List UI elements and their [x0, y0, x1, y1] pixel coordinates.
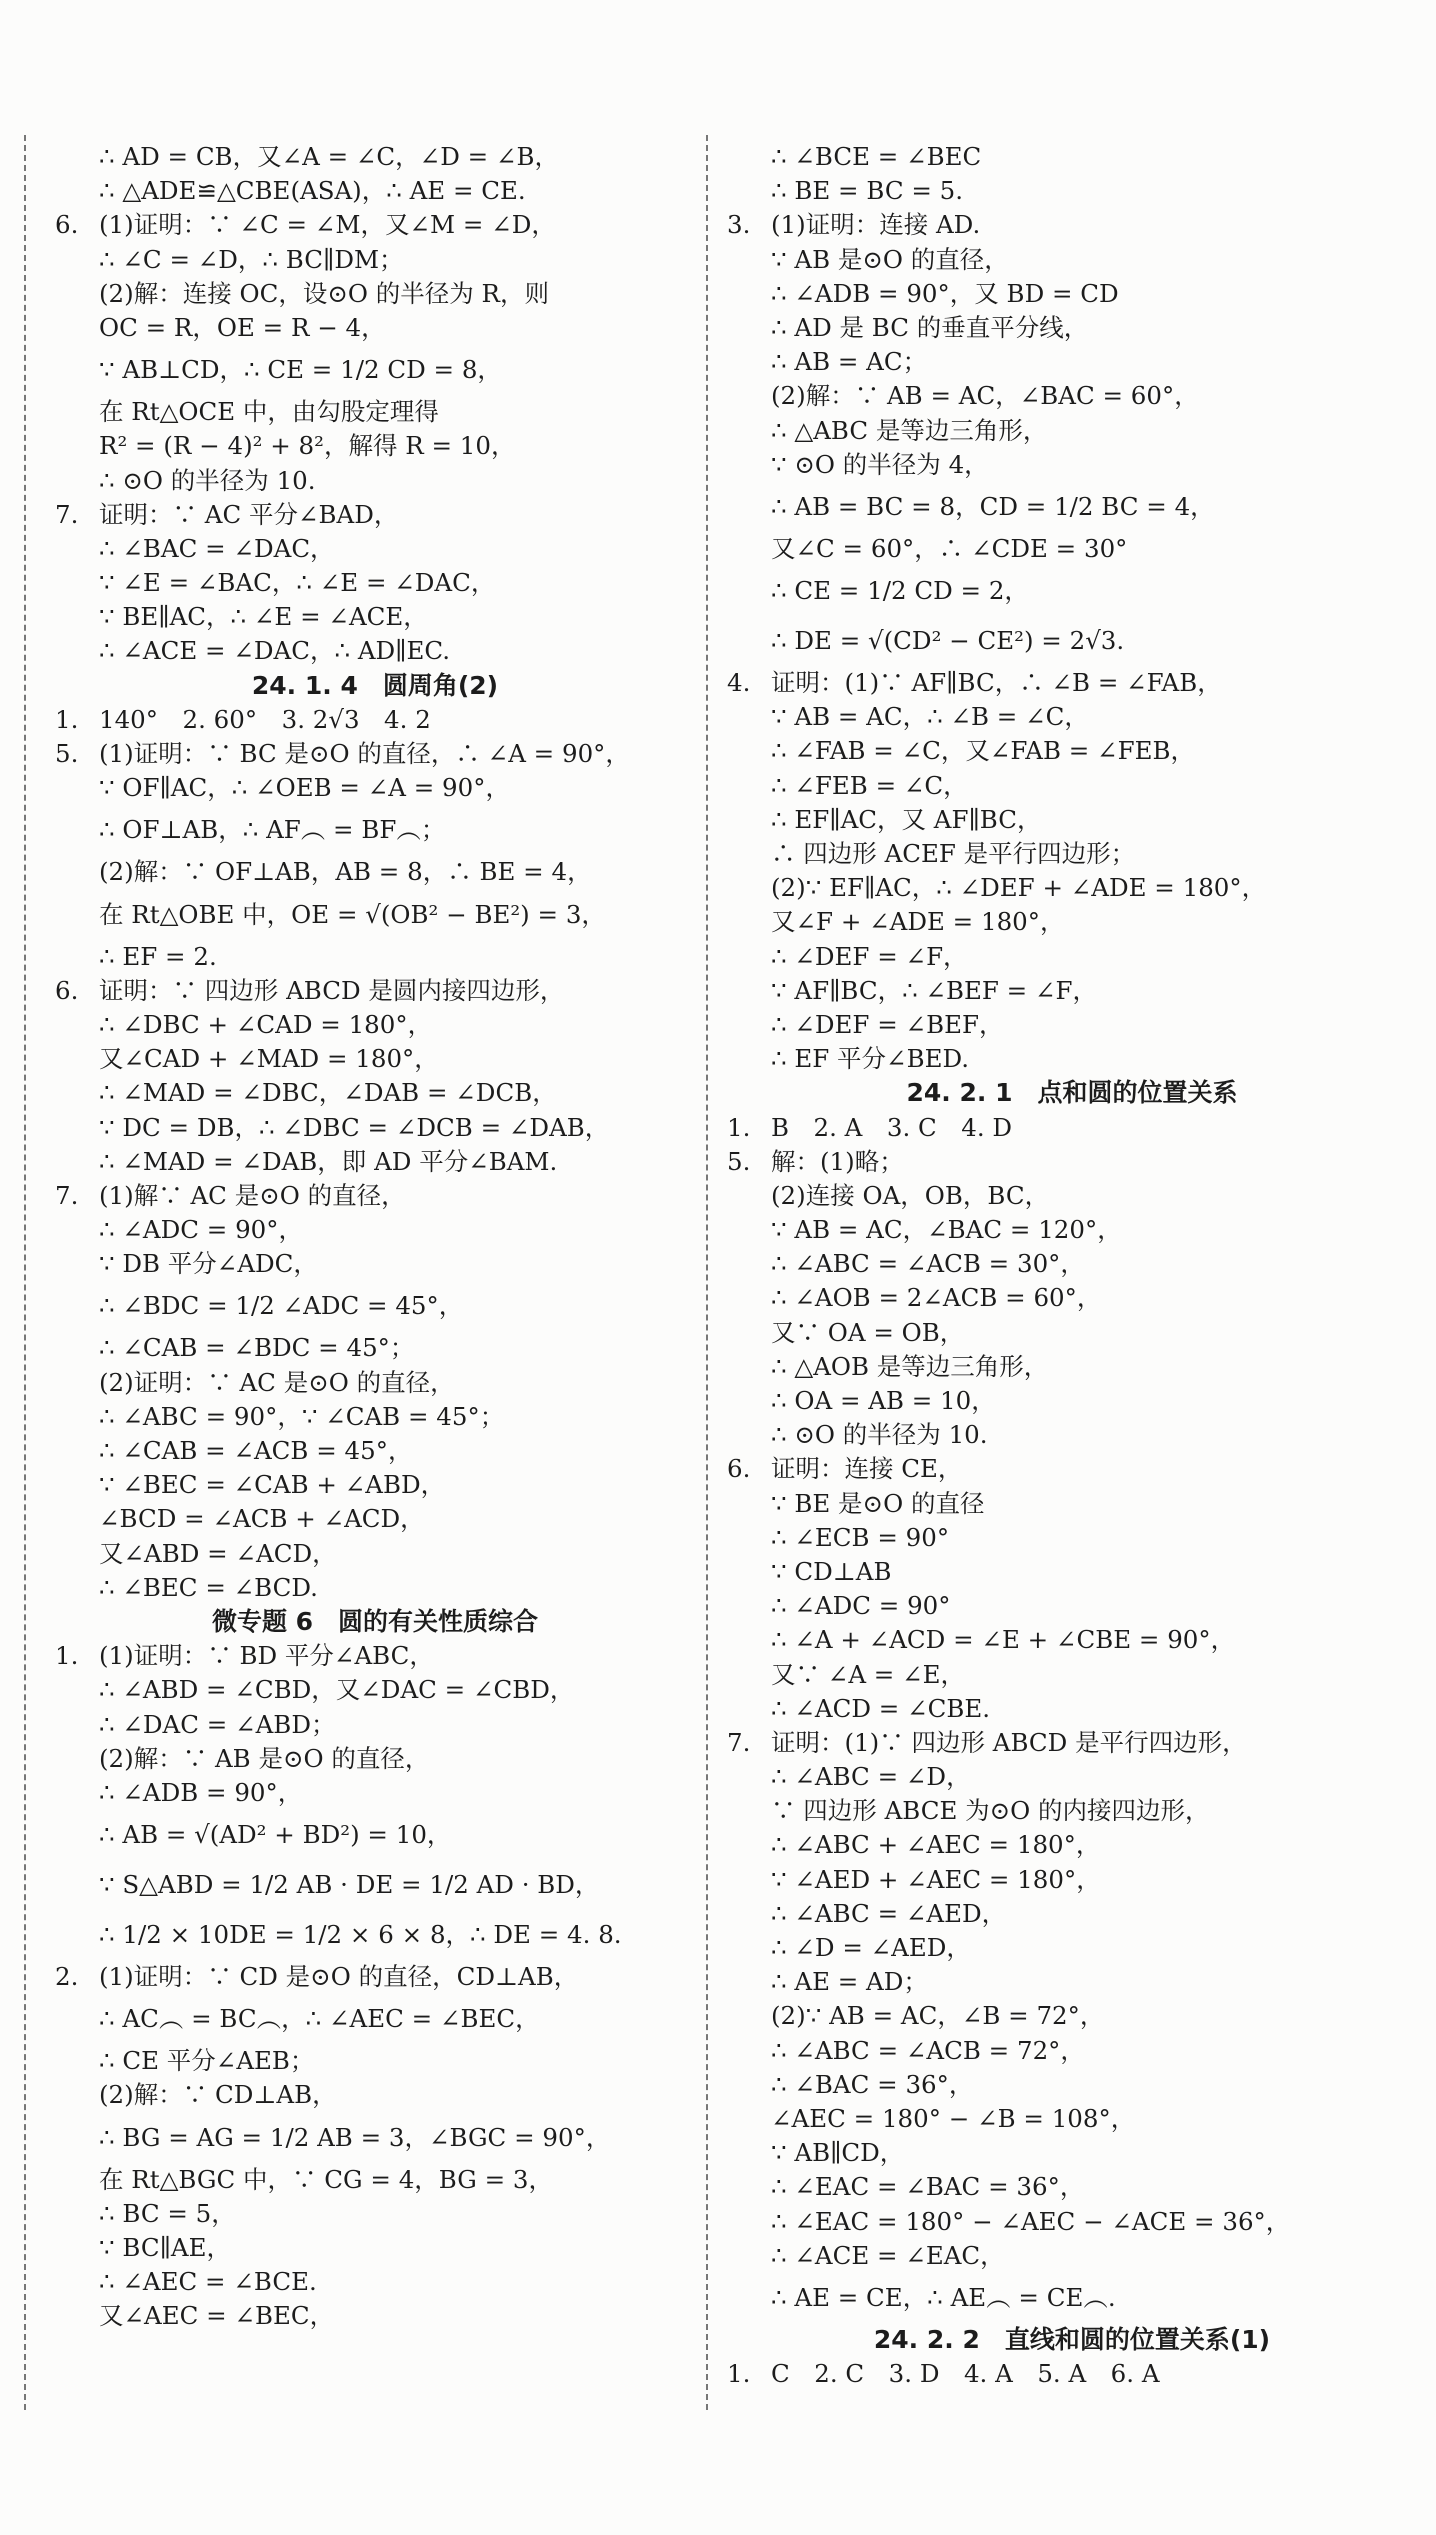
answer-text: 在 Rt△BGC 中，∵ CG = 4，BG = 3， — [99, 2164, 554, 2194]
answer-text: ∴ ∠ABC = ∠AED， — [771, 1898, 1007, 1928]
answer-text: ∴ EF 平分∠BED. — [771, 1044, 970, 1074]
answer-line — [55, 974, 695, 1008]
answer-line — [55, 566, 695, 600]
answer-text: 又∠C = 60°，∴ ∠CDE = 30° — [771, 533, 1128, 563]
answer-text: (2)解：∵ OF⊥AB，AB = 8，∴ BE = 4， — [99, 857, 592, 887]
answer-line — [55, 890, 695, 940]
answer-text: OC = R，OE = R − 4， — [99, 312, 386, 342]
answer-text: ∵ ∠BEC = ∠CAB + ∠ABD， — [99, 1470, 446, 1500]
answer-line — [727, 1760, 1417, 1794]
answer-text: (2)∵ AB = AC，∠B = 72°， — [771, 2001, 1105, 2031]
question-number: 3. — [727, 210, 751, 240]
answer-line — [55, 311, 695, 345]
answer-text: (2)解：∵ CD⊥AB， — [99, 2080, 337, 2110]
answer-line — [55, 2078, 695, 2112]
answer-line — [727, 277, 1417, 311]
answer-line — [55, 1708, 695, 1742]
answer-line — [55, 2299, 695, 2333]
answer-line — [55, 1042, 695, 1076]
answer-text: B 2. A 3. C 4. D — [771, 1112, 1013, 1142]
answer-text: 在 Rt△OCE 中，由勾股定理得 — [99, 397, 439, 427]
answer-line — [727, 243, 1417, 277]
answer-text: ∴ DE = √(CD² − CE²) = 2√3. — [771, 626, 1125, 656]
answer-text: ∴ EF = 2. — [99, 941, 217, 971]
answer-line — [727, 1794, 1417, 1828]
answer-text: ∴ ∠BAC = 36°， — [771, 2069, 974, 2099]
answer-line — [55, 345, 695, 395]
answer-line — [727, 379, 1417, 413]
answer-text: ∴ ∠ABC + ∠AEC = 180°， — [771, 1830, 1101, 1860]
question-number: 1. — [727, 2359, 751, 2389]
answer-text: ∴ AE = CE，∴ AE︵ = CE︵. — [771, 2282, 1116, 2312]
answer-text: (2)证明：∵ AC 是⊙O 的直径， — [99, 1367, 455, 1397]
answer-line — [55, 1994, 695, 2044]
answer-text: ∵ AB⊥CD，∴ CE = 1/2 CD = 8， — [99, 355, 502, 385]
answer-line — [727, 940, 1417, 974]
answer-text: ∴ EF∥AC，又 AF∥BC， — [771, 804, 1042, 834]
answer-line — [55, 855, 695, 889]
answer-line — [727, 2034, 1417, 2068]
answer-line — [55, 1366, 695, 1400]
answer-text: ∴ ∠MAD = ∠DAB，即 AD 平分∠BAM. — [99, 1146, 558, 1176]
answer-line — [727, 482, 1417, 532]
answer-text: 解：(1)略； — [771, 1146, 904, 1176]
answer-text: ∴ ∠EAC = ∠BAC = 36°， — [771, 2172, 1085, 2202]
answer-text: ∴ ∠CAB = ∠ACB = 45°， — [99, 1436, 413, 1465]
answer-text: 证明：连接 CE， — [771, 1454, 963, 1484]
question-number: 6. — [727, 1454, 751, 1484]
answer-text: (1)证明：∵ CD 是⊙O 的直径，CD⊥AB， — [99, 1962, 579, 1992]
answer-text: ∵ OF∥AC，∴ ∠OEB = ∠A = 90°， — [99, 773, 510, 803]
answer-text: ∴ AB = BC = 8，CD = 1/2 BC = 4， — [771, 491, 1215, 521]
answer-line — [727, 616, 1417, 666]
answer-line — [727, 140, 1417, 174]
answer-line — [727, 2239, 1417, 2273]
answer-text: ∴ ∠ABC = ∠ACB = 72°， — [771, 2035, 1085, 2065]
answer-line — [727, 2357, 1417, 2391]
answer-text: ∴ ∠BDC = 1/2 ∠ADC = 45°， — [99, 1291, 464, 1321]
answer-text: ∴ BG = AG = 1/2 AB = 3，∠BGC = 90°， — [99, 2122, 611, 2152]
answer-line — [55, 1776, 695, 1810]
answer-line — [727, 974, 1417, 1008]
answer-text: ∴ ∠ABC = ∠D， — [771, 1762, 971, 1792]
answer-line — [727, 1863, 1417, 1897]
answer-line — [727, 1247, 1417, 1281]
answer-line — [55, 1673, 695, 1707]
answer-line — [727, 1281, 1417, 1315]
answer-line — [55, 2163, 695, 2197]
answer-line — [727, 1008, 1417, 1042]
answer-text: 又∠ABD = ∠ACD， — [99, 1538, 337, 1568]
answer-line — [727, 1111, 1417, 1145]
question-number: 7. — [55, 1180, 79, 1210]
answer-text: ∴ CE 平分∠AEB； — [99, 2046, 315, 2076]
answer-text: ∴ ∠BAC = ∠DAC， — [99, 533, 335, 563]
answer-line — [727, 1384, 1417, 1418]
answer-text: ∴ △ADE≌△CBE(ASA)，∴ AE = CE. — [99, 176, 526, 206]
section-heading — [727, 1076, 1417, 1110]
answer-line — [727, 837, 1417, 871]
answer-line — [55, 703, 695, 737]
answer-text: ∵ DB 平分∠ADC， — [99, 1249, 318, 1279]
answer-line — [727, 1213, 1417, 1247]
answer-text: ∴ ∠ADC = 90°， — [99, 1215, 304, 1245]
answer-text: ∴ CE = 1/2 CD = 2， — [771, 576, 1029, 606]
answer-line — [55, 532, 695, 566]
answer-line — [727, 2068, 1417, 2102]
answer-line — [727, 2102, 1417, 2136]
answer-text: ∴ ∠EAC = 180° − ∠AEC − ∠ACE = 36°， — [771, 2206, 1291, 2236]
answer-line — [55, 1179, 695, 1213]
answer-text: ∴ ∠AOB = 2∠ACB = 60°， — [771, 1283, 1102, 1313]
answer-line — [727, 700, 1417, 734]
answer-line — [55, 243, 695, 277]
answer-line — [55, 940, 695, 974]
answer-line — [55, 1111, 695, 1145]
answer-line — [55, 1400, 695, 1434]
answer-text: ∴ AB = AC； — [771, 347, 928, 377]
answer-text: ∴ OF⊥AB，∴ AF︵ = BF︵； — [99, 815, 446, 845]
answer-line — [727, 1589, 1417, 1623]
question-number: 2. — [55, 1962, 79, 1992]
answer-text: ∴ OA = AB = 10， — [771, 1386, 996, 1415]
answer-line — [727, 1931, 1417, 1965]
answer-line — [55, 1213, 695, 1247]
answer-line — [727, 2273, 1417, 2323]
answer-text: ∴ ∠DBC + ∠CAD = 180°， — [99, 1009, 433, 1039]
answer-text: ∴ ∠FAB = ∠C，又∠FAB = ∠FEB， — [771, 736, 1195, 766]
answer-text: ∵ BE 是⊙O 的直径 — [771, 1488, 985, 1518]
answer-text: ∵ CD⊥AB — [771, 1556, 892, 1586]
column-divider-dashed-line — [706, 135, 708, 2410]
answer-text: ∴ ∠ABD = ∠CBD，又∠DAC = ∠CBD， — [99, 1675, 575, 1705]
answer-text: ∵ BE∥AC，∴ ∠E = ∠ACE， — [99, 602, 428, 632]
answer-line — [727, 1487, 1417, 1521]
answer-line — [727, 803, 1417, 837]
answer-text: ∴ ∠ACD = ∠CBE. — [771, 1693, 991, 1723]
right-column — [727, 140, 1417, 2391]
answer-text: ∴ ∠ABC = ∠ACB = 30°， — [771, 1249, 1085, 1279]
answer-text: ∴ ∠C = ∠D，∴ BC∥DM； — [99, 244, 404, 274]
answer-text: (2)解：∵ AB 是⊙O 的直径， — [99, 1743, 430, 1773]
answer-text: 又∠F + ∠ADE = 180°， — [771, 907, 1065, 937]
answer-text: 140° 2. 60° 3. 2√3 4. 2 — [99, 704, 431, 734]
answer-line — [727, 1145, 1417, 1179]
answer-text: 又∠AEC = ∠BEC， — [99, 2301, 335, 2331]
answer-text: ∴ ∠ADB = 90°， — [99, 1777, 303, 1807]
answer-line — [727, 1828, 1417, 1862]
answer-text: ∵ S△ABD = 1/2 AB · DE = 1/2 AD · BD， — [99, 1870, 600, 1900]
answer-text: ∴ ∠DAC = ∠ABD； — [99, 1709, 336, 1739]
answer-text: 又∵ ∠A = ∠E， — [771, 1659, 966, 1689]
answer-line — [55, 464, 695, 498]
question-number: 5. — [727, 1146, 751, 1176]
answer-text: 证明：(1)∵ AF∥BC，∴ ∠B = ∠FAB， — [771, 668, 1222, 698]
answer-line — [55, 1076, 695, 1110]
answer-text: ∵ AB = AC，∠BAC = 120°， — [771, 1215, 1122, 1245]
answer-line — [55, 634, 695, 668]
answer-line — [727, 1623, 1417, 1657]
answer-text: ∴ △ABC 是等边三角形， — [771, 415, 1048, 445]
answer-line — [727, 1316, 1417, 1350]
question-number: 7. — [55, 499, 79, 529]
answer-line — [727, 2205, 1417, 2239]
answer-text: ∵ 四边形 ABCE 为⊙O 的内接四边形， — [771, 1796, 1210, 1826]
answer-line — [55, 1639, 695, 1673]
section-heading — [55, 1605, 695, 1639]
answer-line — [727, 1999, 1417, 2033]
answer-line — [727, 666, 1417, 700]
answer-text: 证明：∵ 四边形 ABCD 是圆内接四边形， — [99, 975, 565, 1005]
answer-text: ∵ DC = DB，∴ ∠DBC = ∠DCB = ∠DAB， — [99, 1112, 610, 1142]
answer-line — [727, 2136, 1417, 2170]
answer-line — [727, 1692, 1417, 1726]
answer-text: ∴ AD 是 BC 的垂直平分线， — [771, 312, 1089, 342]
question-number: 6. — [55, 975, 79, 1005]
answer-text: ∴ AD = CB，又∠A = ∠C，∠D = ∠B， — [99, 142, 559, 171]
answer-line — [55, 395, 695, 429]
answer-text: ∴ △AOB 是等边三角形， — [771, 1351, 1049, 1381]
answer-text: ∴ BC = 5， — [99, 2198, 236, 2228]
answer-text: (1)证明：∵ ∠C = ∠M，又∠M = ∠D， — [99, 210, 556, 240]
answer-line — [727, 769, 1417, 803]
answer-line — [55, 2113, 695, 2163]
answer-line — [55, 2265, 695, 2299]
question-number: 1. — [55, 704, 79, 734]
answer-text: ∴ ∠D = ∠AED， — [771, 1933, 971, 1962]
answer-line — [55, 805, 695, 855]
answer-text: ∵ ∠AED + ∠AEC = 180°， — [771, 1864, 1101, 1894]
left-column — [55, 140, 695, 2334]
answer-line — [727, 311, 1417, 345]
answer-line — [727, 1350, 1417, 1384]
section-heading-text: 24. 1. 4 圆周角(2) — [251, 670, 499, 700]
answer-line — [55, 771, 695, 805]
answer-line — [727, 566, 1417, 616]
answer-line — [727, 1897, 1417, 1931]
answer-line — [55, 600, 695, 634]
section-heading-text: 微专题 6 圆的有关性质综合 — [211, 1606, 539, 1636]
answer-line — [727, 1418, 1417, 1452]
section-heading-text: 24. 2. 1 点和圆的位置关系 — [906, 1078, 1238, 1108]
left-margin-dashed-line — [24, 135, 26, 2410]
answer-text: ∵ ⊙O 的半径为 4， — [771, 449, 989, 479]
answer-text: (2)∵ EF∥AC，∴ ∠DEF + ∠ADE = 180°， — [771, 873, 1267, 903]
answer-line — [55, 1145, 695, 1179]
answer-text: ∴ ∠ADC = 90° — [771, 1591, 951, 1621]
answer-line — [727, 734, 1417, 768]
answer-text: (1)解∵ AC 是⊙O 的直径， — [99, 1180, 406, 1210]
answer-text: ∴ ∠ADB = 90°，又 BD = CD — [771, 278, 1119, 308]
answer-text: ∵ BC∥AE， — [99, 2233, 231, 2262]
answer-text: ∴ AE = AD； — [771, 1967, 928, 1997]
answer-line — [55, 1247, 695, 1281]
answer-line — [55, 174, 695, 208]
answer-text: C 2. C 3. D 4. A 5. A 6. A — [771, 2359, 1160, 2389]
answer-line — [727, 1658, 1417, 1692]
answer-text: ∴ ∠ACE = ∠EAC， — [771, 2240, 1005, 2270]
answer-text: ∴ ∠MAD = ∠DBC，∠DAB = ∠DCB， — [99, 1078, 557, 1108]
answer-line — [727, 532, 1417, 566]
answer-line — [727, 345, 1417, 379]
question-number: 5. — [55, 739, 79, 768]
answer-text: (1)证明：∵ BD 平分∠ABC， — [99, 1641, 434, 1671]
answer-text: ∴ ∠ABC = 90°，∵ ∠CAB = 45°； — [99, 1401, 505, 1431]
answer-text: R² = (R − 4)² + 8²，解得 R = 10， — [99, 431, 516, 461]
answer-text: 又∵ OA = OB， — [771, 1317, 965, 1347]
answer-line — [55, 498, 695, 532]
answer-text: ∴ 1/2 × 10DE = 1/2 × 6 × 8，∴ DE = 4. 8. — [99, 1920, 622, 1950]
answer-text: ∴ ∠ACE = ∠DAC，∴ AD∥EC. — [99, 636, 451, 666]
answer-text: ∠BCD = ∠ACB + ∠ACD， — [99, 1504, 425, 1534]
answer-text: ∴ BE = BC = 5. — [771, 176, 964, 206]
answer-text: ∴ 四边形 ACEF 是平行四边形； — [771, 839, 1136, 868]
answer-line — [55, 1008, 695, 1042]
answer-line — [727, 871, 1417, 905]
answer-text: ∴ ∠DEF = ∠F， — [771, 941, 968, 971]
answer-line — [727, 208, 1417, 242]
answer-line — [55, 1860, 695, 1910]
answer-line — [55, 208, 695, 242]
section-heading-text: 24. 2. 2 直线和圆的位置关系(1) — [873, 2324, 1271, 2354]
answer-text: (2)解：∵ AB = AC，∠BAC = 60°， — [771, 381, 1199, 411]
answer-line — [55, 1331, 695, 1365]
answer-text: ∴ ∠BEC = ∠BCD. — [99, 1572, 318, 1602]
answer-text: ∴ ⊙O 的半径为 10. — [99, 465, 316, 495]
answer-line — [727, 174, 1417, 208]
answer-text: ∴ ∠A + ∠ACD = ∠E + ∠CBE = 90°， — [771, 1625, 1236, 1655]
answer-line — [55, 1468, 695, 1502]
answer-line — [55, 140, 695, 174]
answer-line — [727, 448, 1417, 482]
question-number: 1. — [55, 1641, 79, 1671]
answer-line — [55, 1810, 695, 1860]
answer-line — [727, 1965, 1417, 1999]
answer-text: ∵ ∠E = ∠BAC，∴ ∠E = ∠DAC， — [99, 568, 496, 598]
answer-text: ∴ AB = √(AD² + BD²) = 10， — [99, 1820, 452, 1850]
answer-line — [55, 429, 695, 463]
answer-line — [55, 1571, 695, 1605]
answer-line — [55, 1502, 695, 1536]
question-number: 7. — [727, 1727, 751, 1757]
answer-line — [727, 1726, 1417, 1760]
answer-line — [727, 2170, 1417, 2204]
answer-line — [727, 1042, 1417, 1076]
answer-text: ∴ ∠CAB = ∠BDC = 45°； — [99, 1333, 415, 1363]
answer-text: ∴ ∠DEF = ∠BEF， — [771, 1009, 1004, 1039]
answer-text: ∵ AB∥CD， — [771, 2138, 905, 2168]
answer-text: ∴ ⊙O 的半径为 10. — [771, 1420, 988, 1450]
answer-text: ∵ AB 是⊙O 的直径， — [771, 244, 1009, 274]
answer-line — [55, 1281, 695, 1331]
answer-text: (2)解：连接 OC，设⊙O 的半径为 R，则 — [99, 278, 549, 308]
answer-line — [55, 2044, 695, 2078]
answer-text: (1)证明：连接 AD. — [771, 210, 981, 240]
answer-line — [55, 1742, 695, 1776]
answer-line — [55, 2197, 695, 2231]
answer-line — [727, 1179, 1417, 1213]
question-number: 1. — [727, 1112, 751, 1142]
answer-line — [55, 2231, 695, 2265]
answer-line — [55, 1910, 695, 1960]
answer-text: 证明：(1)∵ 四边形 ABCD 是平行四边形， — [771, 1727, 1247, 1757]
answer-text: ∠AEC = 180° − ∠B = 108°， — [771, 2103, 1136, 2133]
answer-text: ∴ ∠BCE = ∠BEC — [771, 142, 982, 171]
answer-text: ∴ ∠FEB = ∠C， — [771, 770, 968, 800]
answer-line — [727, 905, 1417, 939]
question-number: 4. — [727, 668, 751, 698]
answer-line — [55, 1960, 695, 1994]
answer-line — [55, 1537, 695, 1571]
answer-text: (1)证明：∵ BC 是⊙O 的直径，∴ ∠A = 90°， — [99, 739, 630, 768]
answer-line — [55, 1434, 695, 1468]
answer-text: 又∠CAD + ∠MAD = 180°， — [99, 1044, 439, 1074]
answer-line — [727, 1452, 1417, 1486]
answer-text: ∴ ∠ECB = 90° — [771, 1522, 950, 1552]
answer-line — [727, 414, 1417, 448]
answer-text: 在 Rt△OBE 中，OE = √(OB² − BE²) = 3， — [99, 899, 606, 929]
answer-line — [727, 1555, 1417, 1589]
answer-text: ∵ AF∥BC，∴ ∠BEF = ∠F， — [771, 975, 1098, 1005]
answer-line — [55, 737, 695, 771]
section-heading — [55, 669, 695, 703]
answer-text: (2)连接 OA，OB，BC， — [771, 1180, 1050, 1210]
answer-text: ∴ ∠AEC = ∠BCE. — [99, 2267, 317, 2297]
section-heading — [727, 2323, 1417, 2357]
answer-line — [727, 1521, 1417, 1555]
question-number: 6. — [55, 210, 79, 240]
answer-text: ∵ AB = AC，∴ ∠B = ∠C， — [771, 702, 1089, 732]
answer-text: ∴ AC︵ = BC︵，∴ ∠AEC = ∠BEC， — [99, 2004, 540, 2034]
answer-line — [55, 277, 695, 311]
answer-text: 证明：∵ AC 平分∠BAD， — [99, 499, 399, 529]
